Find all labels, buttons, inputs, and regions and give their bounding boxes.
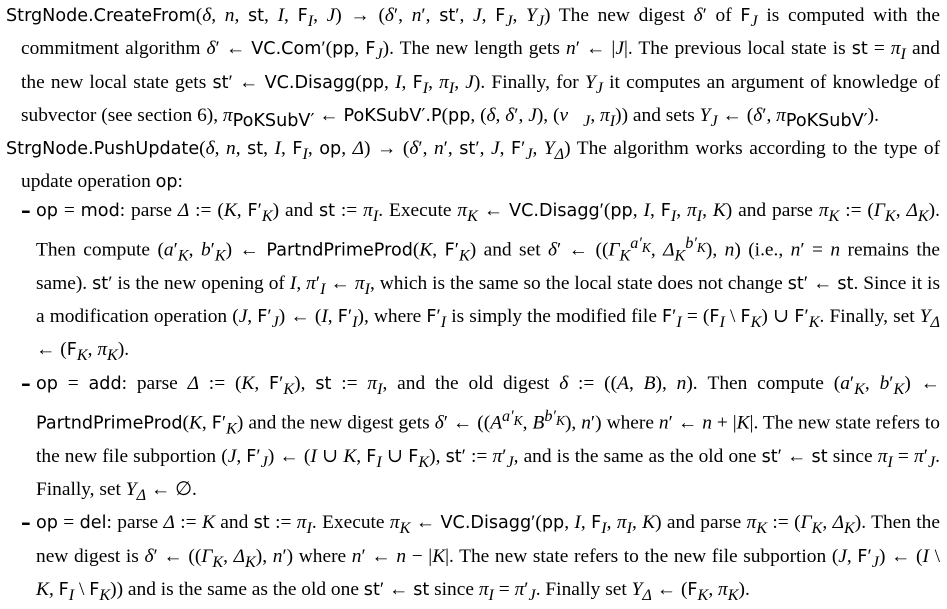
list-item-del: – op = del: parse Δ := K and st := $\pi_I$. Execute $\pi_K$ ← VC.Disagg′(pp, I, $F_I$, $\pi_I$, K) and parse $\pi_K$ := ($\Gamma_K$, $\Delta_K$). Then the new digest is δ′ ← (($\Gamma_K$, $\Delta_K$), n′) where n′ ← n − |K|. The new state refers to the new file subportion (J, $F'_J$) ← (I \ K, $F_I$ \ $F_K$)) and is the same as the old one st′ ← st since $\pi_I = \pi'_J$. Finally set $\Upsilon_\Delta$ ← ($F_K$, $\pi_K$). bbox=[21, 511, 941, 604]
text-line: StrgNode.CreateFrom(δ, n, st, I, $F_I$, J) → (δ′, n′, st′, J, $F_J$, $\Upsilon_J$) The new digest δ′ of $F_J$ is computed with the commitment algorithm δ′ ← VC.Com′(pp, $F_J$). The new length gets n′ ← |J|. The previous local state is st = $\pi_I$ and the new local state gets st′ ← VC.Disagg(pp, I, $F_I$, $\pi_I$, J). Finally, for $\Upsilon_J$ it computes an argument of knowledge of subvector (see section 6), $\pi_{PoKSubV'}$ ← PoKSubV′.P(pp, (δ, δ′, J), ($v⃗_J$, $\pi_I$)) and sets $\Upsilon_J$ ← (δ′, $\pi_{PoKSubV'}$). bbox=[6, 5, 940, 131]
bullet-dash: – bbox=[21, 371, 31, 395]
text-line: StrgNode.PushUpdate(δ, n, st, I, $F_I$, op, Δ) → (δ′, n′, st′, J, $F'_J$, $\Upsilon_\Delta$) The algorithm works according to the type of update operation op: bbox=[6, 138, 941, 193]
bullet-dash: – bbox=[21, 511, 31, 535]
list-item-add: – op = add: parse Δ := (K, $F'_K$), st := $\pi_I$, and the old digest δ := ((A, B), n). Then compute ($a'_K$, $b'_K$) ← PartndPrimeProd(K, $F'_K$) and the new digest gets δ′ ← (($A^{a'_K}$, $B^{b'_K}$), n′) where n′ ← n + |K|. The new state refers to the new file subportion (J, $F'_J$) ← (I ∪ K, $F_I$ ∪ $F_K$), st′ := $\pi'_J$, and is the same as the old one st′ ← st since $\pi_I = \pi'_J$. Finally, set $\Upsilon_\Delta$ ← ∅. bbox=[21, 371, 940, 504]
bullet-dash: – bbox=[21, 198, 31, 222]
paragraph-push-update bbox=[6, 135, 940, 197]
paragraph-create-from bbox=[6, 2, 940, 135]
list-item-mod: – op = mod: parse Δ := (K, $F'_K$) and st := $\pi_I$. Execute $\pi_K$ ← VC.Disagg′(pp, I, $F_I$, $\pi_I$, K) and parse $\pi_K$ := ($\Gamma_K$, $\Delta_K$). Then compute ($a'_K$, $b'_K$) ← PartndPrimeProd(K, $F'_K$) and set δ′ ← (($\Gamma_K^{a'_K}$, $\Delta_K^{b'_K}$), n) (i.e., n′ = n remains the same). st′ is the new opening of I, $\pi'_I$ ← $\pi_I$, which is the same so the local state does not change st′ ← st. Since it is a modification operation (J, $F'_J$) ← (I, $F'_I$), where $F'_I$ is simply the modified file $F'_I = (F_I$ \ $F_K$) ∪ $F'_K$. Finally, set $\Upsilon_\Delta$ ← ($F_K$, $\pi_K$). bbox=[21, 198, 941, 365]
paper-page bbox=[6, 2, 940, 609]
